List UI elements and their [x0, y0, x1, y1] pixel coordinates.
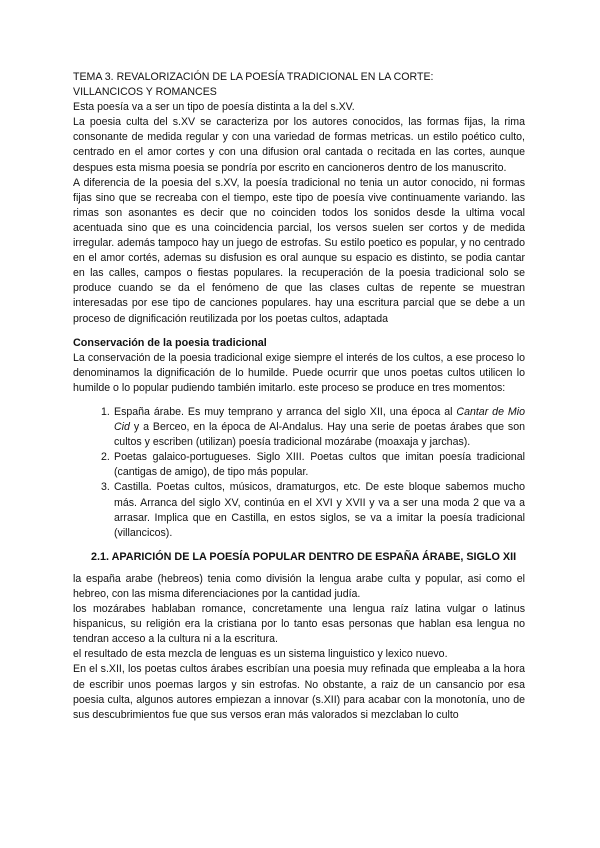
intro-paragraph-1: Esta poesía va a ser un tipo de poesía distinta a la del s.XV.: [73, 101, 355, 114]
list-item-text: Poetas galaico-portugueses. Siglo XIII. Poetas cultos que imitan poesía tradicional (cantigas de amigo), de tipo más popular.: [114, 451, 525, 479]
list-item: [103, 405, 525, 450]
list-item: [103, 480, 525, 540]
document-title: [73, 70, 525, 100]
title-line-1: TEMA 3. REVALORIZACIÓN DE LA POESÍA TRADICIONAL EN LA CORTE:: [73, 71, 434, 83]
conservacion-heading: Conservación de la poesia tradicional: [73, 336, 267, 349]
section-2-1-heading: 2.1. APARICIÓN DE LA POESÍA POPULAR DENTRO DE ESPAÑA ÁRABE, SIGLO XII: [91, 550, 517, 563]
section-2-1-paragraph-4: En el s.XII, los poetas cultos árabes escribían una poesia muy refinada que empleaba a la hora de escribir unos poemas largos y sin estrofas. No obstante, a raiz de un cansancio por esa poesia culta, algunos autores empiezan a innovar (s.XII) para acabar con la monotonía, uno de sus descubrimientos fue que sus versos eran más valorados si mezclaban lo culto: [73, 663, 525, 721]
list-item-number: 2.: [101, 451, 110, 464]
section-2-1-paragraph-2: los mozárabes hablaban romance, concretamente una lengua raíz latina vulgar o latinus hispanicus, su religión era la cristiana por lo tanto esas personas que hablan esa lengua no tendran acceso a la cultura ni a la escritura.: [73, 603, 525, 646]
moments-list: [73, 405, 525, 541]
list-item-number: 3.: [101, 481, 110, 494]
intro-paragraph-2: La poesia culta del s.XV se caracteriza por los autores conocidos, las formas fijas, la rima consonante de medida regular y con una variedad de formas metricas. un estilo poético culto, centrado en el amor cortes y con una difusion oral cantada o recitada en las cortes, aunque despues esta misma poesia se pondría por escrito en cancioneros dentro de los manuscrito.: [73, 116, 525, 174]
list-item-number: 1.: [101, 405, 110, 418]
document-body: [73, 70, 525, 723]
conservacion-paragraph: La conservación de la poesia tradicional exige siempre el interés de los cultos, a ese proceso lo denominamos la dignificación de lo humilde. Puede ocurrir que unos poetas cultos utilicen lo humilde o lo popular pudiendo también imitarlo. este proceso se produce en tres momentos:: [73, 351, 525, 394]
title-line-2: VILLANCICOS Y ROMANCES: [73, 86, 217, 99]
intro-paragraph-3: A diferencia de la poesia del s.XV, la poesía tradicional no tenia un autor conocido, ni formas fijas sino que se recreaba con el tiempo, este tipo de poesía vive continuamente variando. las rimas son asonantes es decir que no coinciden todos los sonidos desde la ultima vocal acentuada sino que es una coincidencia parcial, los versos suelen ser cortos y de medida irregular. además tampoco hay un juego de estrofas. Su estilo poetico es popular, y no centrado en el amor cortés, ademas su disfusion es oral aunque su espacio es distinto, se podia cantar en las calles, campos o fiestas populares. la recuperación de la poesia tradicional solo se produce cuando se da el fenómeno de que las clases cultas de repente se muestran interesadas por ese tipo de canciones populares. hay una escritura parcial que se debe a un proceso de dignificación reutilizada por los poetas cultos, adaptada: [73, 176, 525, 325]
section-2-1-paragraph-1: la españa arabe (hebreos) tenia como división la lengua arabe culta y popular, asi como el hebreo, con las misma diferenciaciones por la cantidad judía.: [73, 572, 525, 600]
list-item-text-continued: y a Berceo, en la época de Al-Andalus. Hay una serie de poetas árabes que son cultos y escriben (utilizan) poesía tradicional mozárabe (moaxaja y jarchas).: [114, 421, 525, 449]
list-item-text: España árabe. Es muy temprano y arranca del siglo XII, una época al: [114, 405, 453, 418]
list-item: [103, 450, 525, 480]
section-2-1-paragraph-3: el resultado de esta mezcla de lenguas es un sistema linguistico y lexico nuevo.: [73, 648, 448, 661]
list-item-text: Castilla. Poetas cultos, músicos, dramaturgos, etc. De este bloque sabemos mucho más. Arranca del siglo XV, continúa en el XVI y XVII y va a ser una moda 2 que va a arrasar. Implica que en Castilla, en estos siglos, se va a imitar la poesía tradicional (villancicos).: [114, 481, 525, 539]
list-item-italic-title: Cantar de Mio Cid: [114, 405, 525, 434]
